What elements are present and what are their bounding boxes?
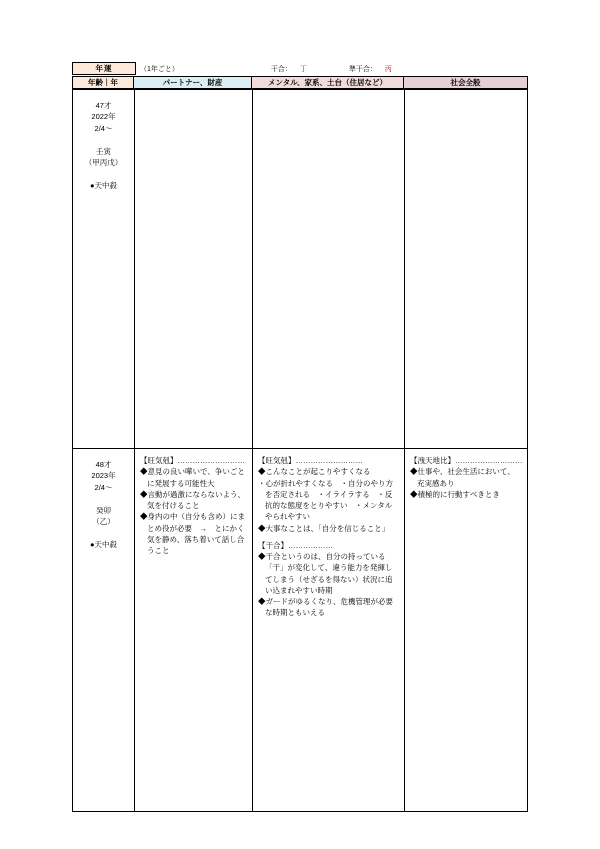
kanshi-sub-label: （乙） — [92, 517, 115, 526]
tenchusatsu-marker: ●天中殺 — [89, 181, 118, 191]
kanshi-sub-label: （甲丙戊） — [84, 158, 123, 167]
nenun-title: 年運 — [72, 62, 136, 75]
column-header-age: 年齢｜年 — [72, 76, 134, 89]
block-item: ◆ガードがゆるくなり、危機管理が必要な時期ともいえる — [258, 597, 393, 618]
year-label: 2022年 — [91, 112, 116, 122]
date-label: 2/4〜 — [94, 123, 113, 133]
column-header-row — [72, 76, 528, 89]
spacer — [78, 527, 129, 539]
block-item: ◆仕事や、社会生活において、充実感あり — [410, 467, 515, 488]
block-item: ◆こんなことが起こりやすくなる — [258, 467, 371, 477]
block-item: ◆言動が過激にならないよう、気を付けること — [140, 489, 245, 510]
nenun-table — [72, 62, 528, 812]
text-block — [258, 540, 399, 619]
junkango-value: 丙 — [384, 65, 392, 73]
row-partner-cell — [134, 89, 252, 449]
year-label: 2023年 — [91, 471, 116, 481]
spacer — [78, 493, 129, 505]
date-label: 2/4〜 — [94, 482, 113, 492]
text-block — [140, 455, 247, 556]
title-note — [136, 62, 528, 75]
column-header-partner: パートナー、財産 — [134, 76, 252, 89]
junkango-label: 準干合： — [348, 65, 377, 73]
table-title-row — [72, 62, 528, 75]
block-item: ◆身内の中（自分も含め）にまとめ役が必要 → とにかく気を静め、落ち着いて話し合うこと — [140, 512, 245, 555]
table-row — [72, 449, 528, 812]
age-label: 47才 — [95, 101, 112, 110]
kanshi-label: 壬寅 — [96, 146, 111, 156]
row-mental-cell — [252, 89, 404, 449]
text-block — [258, 455, 399, 534]
spacer — [78, 134, 129, 146]
kango-value: 丁 — [299, 65, 307, 73]
block-item: ・心が折れやすくなる ・自分のやり方を否定される ・イライラする ・反抗的な態度をとりやすい ・メンタルやられやすい — [258, 478, 393, 522]
column-header-social: 社会全般 — [404, 76, 528, 89]
interval-note: （1年ごと） — [140, 65, 179, 73]
row-social-cell — [404, 89, 528, 449]
kanshi-label: 癸卯 — [96, 505, 111, 515]
kango-label: 干合： — [270, 65, 292, 73]
text-block — [410, 455, 522, 500]
block-heading: 【干合】……………… — [258, 540, 333, 550]
block-item: ◆大事なことは、「自分を信じること」 — [258, 523, 390, 533]
block-item: ◆積極的に行動すべきとき — [410, 489, 500, 499]
table-row — [72, 89, 528, 449]
block-heading: 【洩天地比】……………………… — [410, 456, 523, 465]
tenchusatsu-marker: ●天中殺 — [89, 540, 118, 550]
spacer — [78, 168, 129, 180]
age-label: 48才 — [95, 460, 112, 469]
row-social-cell — [404, 449, 528, 812]
row-mental-cell — [252, 449, 404, 812]
block-heading: 【旺気剋】……………………… — [258, 456, 363, 465]
block-item: ◆意見の良い嘩いで、争いごとに発展する可能性大 — [140, 467, 245, 488]
row-partner-cell — [134, 449, 252, 812]
row-age-cell — [72, 89, 134, 449]
row-age-cell — [72, 449, 134, 812]
column-header-mental: メンタル、家系、土台（住居など） — [252, 76, 404, 89]
block-item: ◆干合というのは、自分の持っている「干」が変化して、違う能力を発揮してしまう（せざるを得ない）状況に追い込まれやすい時期 — [258, 552, 393, 595]
block-heading: 【旺気剋】……………………… — [140, 456, 245, 465]
